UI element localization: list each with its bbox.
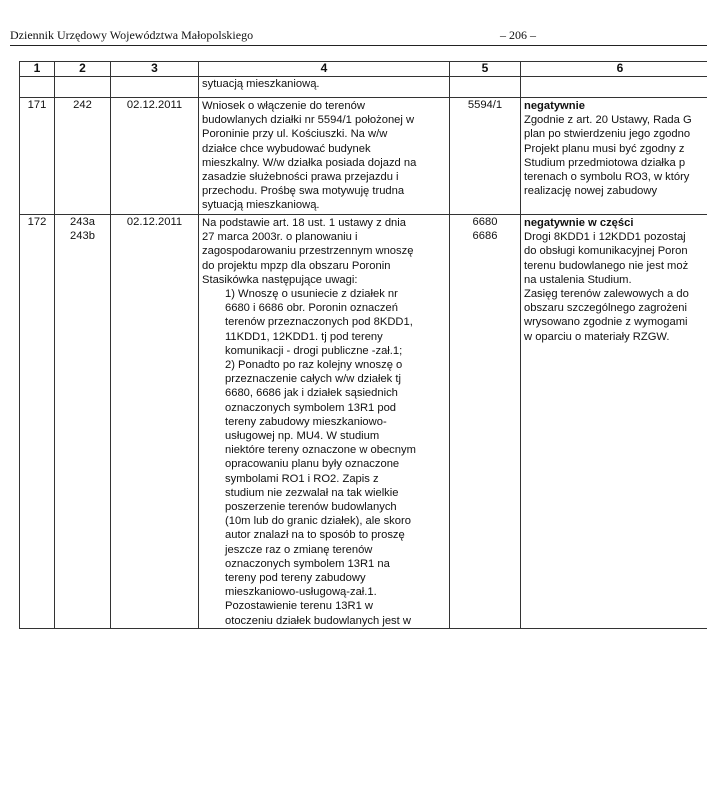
submission-date: 02.12.2011 bbox=[111, 215, 199, 629]
page-number: – 206 – bbox=[500, 28, 536, 42]
decision: negatywnie Zgodnie z art. 20 Ustawy, Rada G plan po stwierdzeniu jego zgodno Projekt planu musi być zgodny z Studium przedmiotowa działka p terenach o symbolu RO3, w który realizację nowej zabudowy bbox=[521, 98, 707, 215]
comment-content: Na podstawie art. 18 ust. 1 ustawy z dnia 27 marca 2003r. o planowaniu i zagospodarowaniu przestrzennym wnoszę do projektu mpzp dla obszaru Poronin Stasikówka następujące uwagi: 1) Wnoszę o usuniecie z działek nr 6680 i 6686 obr. Poronin oznaczeń terenów przeznaczonych pod 8KDD1, 11KDD1, 12KDD1. tj pod tereny komunikacji - drogi publiczne -zał.1; 2) Ponadto po raz kolejny wnoszę o przeznaczenie całych w/w działek tj 6680, 6686 jak i działek sąsiednich oznaczonych symbolem 13R1 pod tereny zabudowy mieszkaniowo- usługowej np. MU4. W studium niektóre tereny oznaczone w obecnym opracowaniu planu były oznaczone symbolami RO1 i RO2. Zapis z studium nie zezwalał na tak wielkie poszerzenie terenów budowlanych (10m lub do granic działek), ale skoro autor znalazł na to sposób to proszę jeszcze raz o zmianę terenów oznaczonych symbolem 13R1 na tereny pod tereny zabudowy mieszkaniowo-usługową-zał.1. Pozostawienie terenu 13R1 w otoczeniu działek budowlanych jest w bbox=[199, 215, 450, 629]
parcel-number: 6680 6686 bbox=[450, 215, 521, 629]
table-row bbox=[20, 215, 707, 629]
comment-content: Wniosek o włączenie do terenów budowlanych działki nr 5594/1 położonej w Poroninie przy ul. Kościuszki. Na w/w działce chce wybudować budynek mieszkalny. W/w działka posiada dojazd na zasadzie służebności prawa przejazdu i przechodu. Prośbę swa motywuję trudna sytuacją mieszkaniową. bbox=[199, 98, 450, 215]
col-header-3: 3 bbox=[111, 62, 199, 77]
continuation-row bbox=[20, 77, 707, 98]
row-number: 172 bbox=[20, 215, 55, 629]
parcel-number: 5594/1 bbox=[450, 98, 521, 215]
table-row bbox=[20, 98, 707, 215]
row-number: 171 bbox=[20, 98, 55, 215]
col-header-1: 1 bbox=[20, 62, 55, 77]
decision-title: negatywnie w części bbox=[524, 217, 634, 229]
journal-title: Dziennik Urzędowy Województwa Małopolskiego bbox=[10, 28, 254, 42]
page-header bbox=[10, 27, 707, 46]
decision: negatywnie w części Drogi 8KDD1 i 12KDD1 pozostaj do obsługi komunikacyjnej Poron terenu budowlanego nie jest moż na ustalenia Studium. Zasięg terenów zalewowych a do obszaru szczególnego zagrożeni wrysowano zgodnie z wymogami w oparciu o materiały RZGW. bbox=[521, 215, 707, 629]
submission-number: 242 bbox=[55, 98, 111, 215]
comments-table bbox=[19, 61, 707, 629]
submission-number: 243a 243b bbox=[55, 215, 111, 629]
col-header-5: 5 bbox=[450, 62, 521, 77]
col-header-2: 2 bbox=[55, 62, 111, 77]
col-header-6: 6 bbox=[521, 62, 707, 77]
continuation-text: sytuacją mieszkaniową. bbox=[199, 77, 450, 98]
col-header-4: 4 bbox=[199, 62, 450, 77]
decision-title: negatywnie bbox=[524, 100, 585, 112]
submission-date: 02.12.2011 bbox=[111, 98, 199, 215]
header-row bbox=[20, 62, 707, 77]
